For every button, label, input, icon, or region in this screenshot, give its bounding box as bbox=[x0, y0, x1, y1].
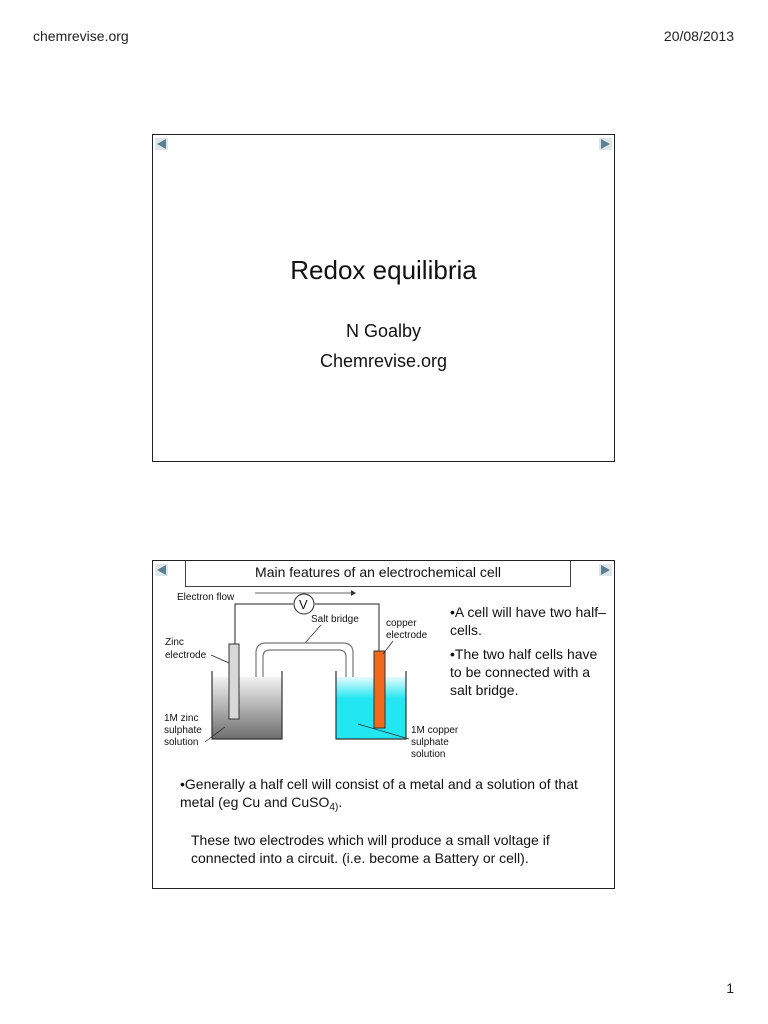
prev-slide-icon[interactable] bbox=[155, 138, 168, 150]
copper-electrode-label-2: electrode bbox=[386, 630, 428, 641]
copper-solution bbox=[336, 677, 406, 739]
half-cell-description bbox=[180, 775, 600, 817]
zinc-solution bbox=[212, 677, 282, 739]
next-slide-icon[interactable] bbox=[599, 564, 612, 576]
cell-bullet-list bbox=[450, 603, 610, 705]
author-name: N Goalby bbox=[345, 321, 422, 341]
electron-flow-label: Electron flow bbox=[177, 592, 235, 603]
header-site: chemrevise.org bbox=[33, 28, 129, 44]
slide-title bbox=[152, 134, 615, 462]
next-slide-icon[interactable] bbox=[599, 138, 612, 150]
copper-electrode-label-1: copper bbox=[386, 618, 417, 629]
salt-bridge-pointer bbox=[305, 625, 321, 643]
voltmeter-label: V bbox=[299, 597, 308, 612]
salt-bridge-label: Salt bridge bbox=[311, 614, 359, 625]
slide-electrochemical-cell bbox=[152, 560, 615, 889]
electrochemical-cell-diagram bbox=[153, 561, 459, 771]
wire-left bbox=[235, 604, 293, 646]
zinc-electrode-label-2: electrode bbox=[165, 650, 207, 661]
electron-flow-arrowhead bbox=[351, 590, 356, 596]
bullet-item: •A cell will have two half–cells. bbox=[450, 604, 606, 638]
author-site: Chemrevise.org bbox=[319, 351, 448, 371]
sulfate-subscript: 4) bbox=[329, 802, 339, 813]
zinc-electrode-label-1: Zinc bbox=[165, 637, 184, 648]
half-cell-text: •Generally a half cell will consist of a metal and a solution of that metal (eg Cu and CuSO bbox=[180, 776, 578, 810]
copper-solution-label-2: sulphate bbox=[411, 737, 449, 748]
zinc-electrode bbox=[229, 644, 239, 719]
zinc-solution-label-3: solution bbox=[164, 737, 199, 748]
zinc-solution-label-1: 1M zinc bbox=[164, 713, 199, 724]
copper-solution-label-1: 1M copper bbox=[411, 725, 459, 736]
page-number: 1 bbox=[726, 980, 734, 996]
zinc-electrode-pointer bbox=[211, 655, 229, 663]
half-cell-text-end: . bbox=[338, 794, 343, 810]
slide-heading: Main features of an electrochemical cell bbox=[185, 561, 571, 587]
slide-heading: Redox equilibria bbox=[290, 255, 477, 285]
copper-electrode-pointer bbox=[383, 641, 393, 654]
zinc-solution-label-2: sulphate bbox=[164, 725, 202, 736]
bullet-item: •The two half cells have to be connected with a salt bridge. bbox=[450, 646, 598, 698]
copper-electrode bbox=[374, 651, 385, 728]
voltage-description: These two electrodes which will produce a small voltage if connected into a circuit. (i.e. become a Battery or cell). bbox=[191, 832, 550, 866]
copper-solution-label-3: solution bbox=[411, 749, 446, 760]
header-date: 20/08/2013 bbox=[663, 28, 734, 44]
